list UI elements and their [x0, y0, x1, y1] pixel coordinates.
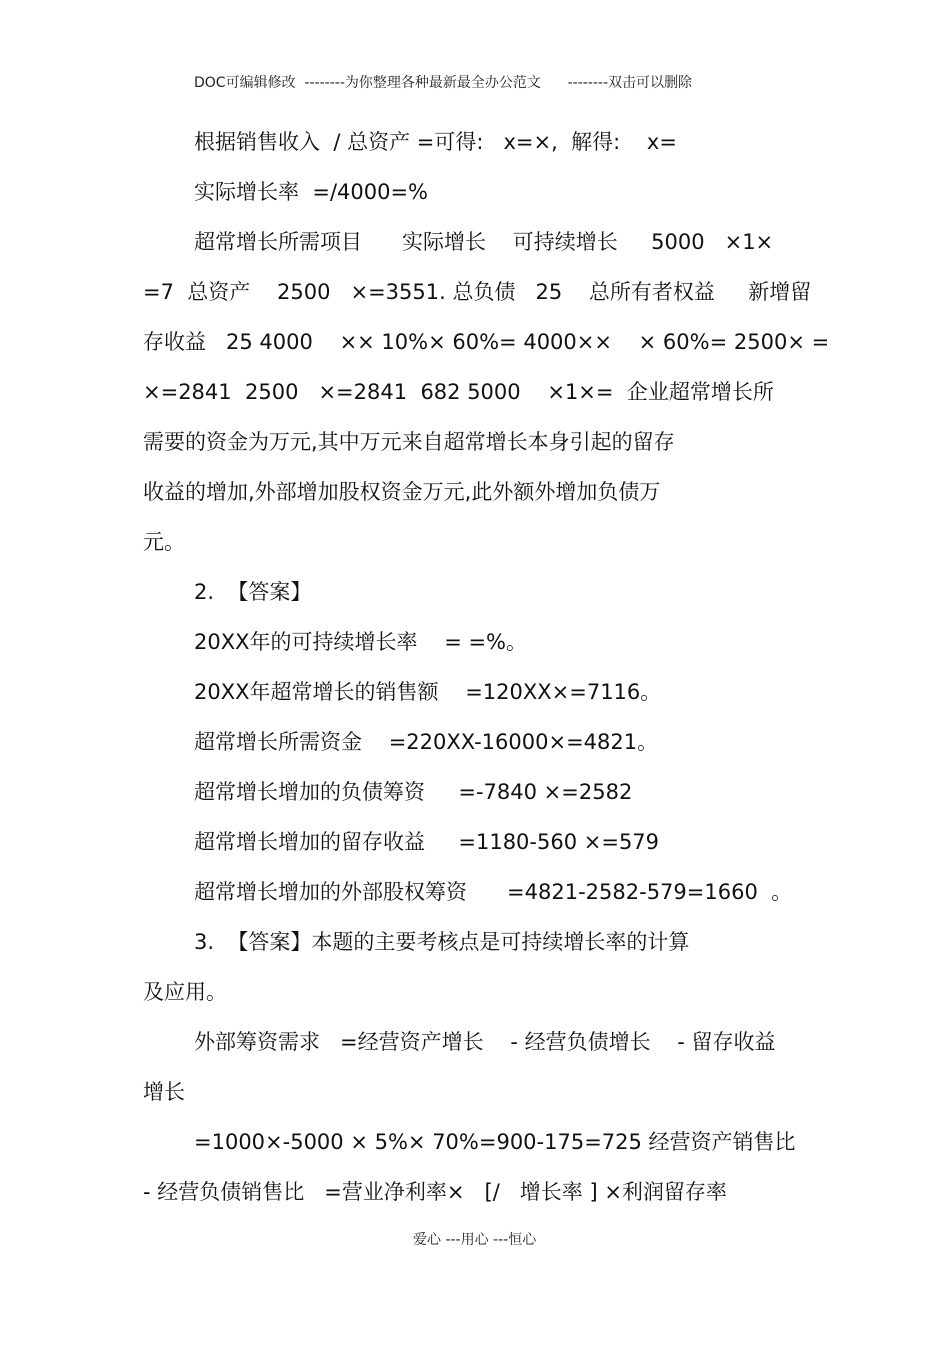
- text-line: =1000×-5000 × 5%× 70%=900-175=725 经营资产销售比: [194, 1130, 796, 1154]
- text-line: 20XX年超常增长的销售额 =120XX×=7116。: [194, 680, 662, 704]
- text-line: 根据销售收入 / 总资产 =可得: x=×, 解得: x=: [194, 130, 677, 154]
- text-line: 超常增长增加的留存收益 =1180-560 ×=579: [194, 830, 660, 854]
- text-line: 收益的增加,外部增加股权资金万元,此外额外增加负债万: [143, 480, 661, 504]
- text-line: 需要的资金为万元,其中万元来自超常增长本身引起的留存: [143, 430, 675, 454]
- text-line: 及应用。: [143, 980, 227, 1004]
- text-line: 元。: [143, 530, 185, 554]
- text-line: 2. 【答案】: [194, 580, 312, 604]
- page-footer: 爱心 ---用心 ---恒心: [413, 1232, 537, 1248]
- text-line: 超常增长所需资金 =220XX-16000×=4821。: [194, 730, 659, 754]
- text-line: ×=2841 2500 ×=2841 682 5000 ×1×= 企业超常增长所: [143, 380, 774, 404]
- text-line: - 经营负债销售比 =营业净利率× [/ 增长率 ] ×利润留存率: [143, 1180, 727, 1204]
- text-line: 实际增长率 =/4000=%: [194, 180, 429, 204]
- text-line: =7 总资产 2500 ×=3551. 总负债 25 总所有者权益 新增留: [143, 280, 812, 304]
- page-header: DOC可编辑修改 --------为你整理各种最新最全办公范文 --------双击可以删除: [194, 75, 693, 91]
- text-line: 20XX年的可持续增长率 = =%。: [194, 630, 528, 654]
- text-line: 超常增长增加的负债筹资 =-7840 ×=2582: [194, 780, 633, 804]
- text-line: 超常增长所需项目 实际增长 可持续增长 5000 ×1×: [194, 230, 774, 254]
- text-line: 超常增长增加的外部股权筹资 =4821-2582-579=1660 。: [194, 880, 793, 904]
- text-line: 外部筹资需求 =经营资产增长 - 经营负债增长 - 留存收益: [194, 1030, 776, 1054]
- text-line: 增长: [143, 1080, 185, 1104]
- text-line: 3. 【答案】本题的主要考核点是可持续增长率的计算: [194, 930, 690, 954]
- text-line: 存收益 25 4000 ×× 10%× 60%= 4000×× × 60%= 2500× =: [143, 330, 830, 354]
